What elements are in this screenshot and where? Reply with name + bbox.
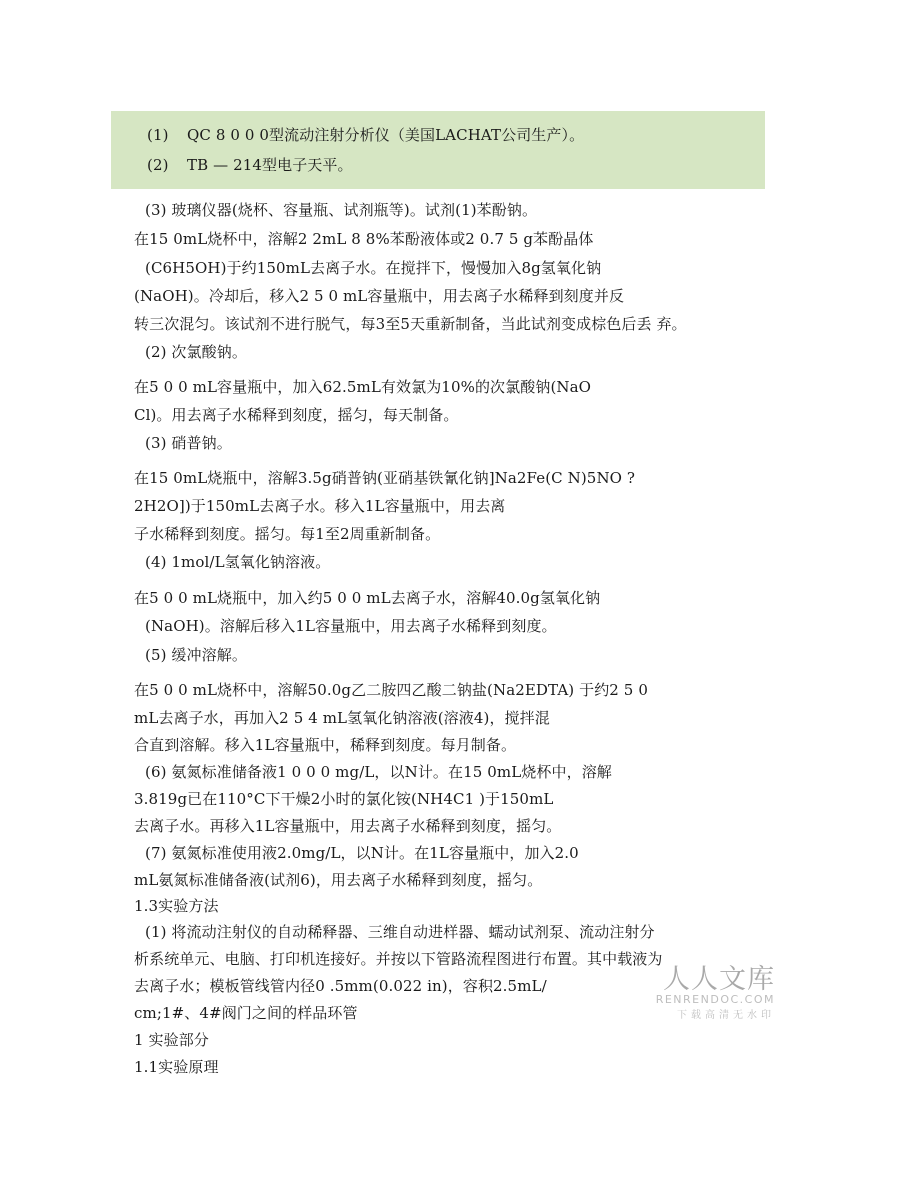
equipment-item-num: (2) (147, 156, 169, 174)
text-line: (C6H5OH)于约150mL去离子水。在搅拌下，慢慢加入8g氢氧化钠 (145, 259, 602, 277)
text-line: 在5 0 0 mL容量瓶中，加入62.5mL有效氯为10%的次氯酸钠(NaO (134, 378, 592, 396)
watermark-subtitle: 下载高清无水印 (677, 1010, 775, 1021)
text-line: 在15 0mL烧瓶中，溶解3.5g硝普钠(亚硝基铁氰化钠]Na2Fe(C N)5NO ? (134, 469, 636, 487)
section-heading: (4) 1mol/L氢氧化钠溶液。 (145, 553, 331, 571)
text-line: (1) 将流动注射仪的自动稀释器、三维自动进样器、蠕动试剂泵、流动注射分 (145, 923, 655, 941)
equipment-highlight-box (111, 111, 765, 189)
text-line: 去离子水。再移入1L容量瓶中，用去离子水稀释到刻度，摇匀。 (134, 817, 562, 835)
text-line: mL去离子水，再加入2 5 4 mL氢氧化钠溶液(溶液4)，搅拌混 (134, 709, 550, 727)
watermark (640, 965, 775, 1025)
equipment-item-num: (1) (147, 126, 169, 144)
text-line: cm;1#、4#阀门之间的样品环管 (134, 1004, 358, 1022)
equipment-item-text: TB — 214型电子天平。 (187, 156, 353, 174)
text-line: (7) 氨氮标准使用液2.0mg/L，以N计。在1L容量瓶中，加入2.0 (145, 844, 579, 862)
text-line: (6) 氨氮标准储备液1 0 0 0 mg/L，以N计。在15 0mL烧杯中，溶解 (145, 763, 612, 781)
text-line: 合直到溶解。移入1L容量瓶中，稀释到刻度。每月制备。 (134, 736, 517, 754)
text-line: 去离子水；模板管线管内径0 .5mm(0.022 in)，容积2.5mL/ (134, 977, 547, 995)
text-line: 子水稀释到刻度。摇匀。每1至2周重新制备。 (134, 525, 441, 543)
text-line: 析系统单元、电脑、打印机连接好。并按以下管路流程图进行布置。其中载液为 (134, 950, 663, 968)
equipment-item-text: QC 8 0 0 0型流动注射分析仪（美国LACHAT公司生产）。 (187, 126, 585, 144)
watermark-url: RENRENDOC.COM (655, 993, 775, 1006)
section-heading: (5) 缓冲溶解。 (145, 646, 247, 664)
text-line: 3.819g已在110°C下干燥2小时的氯化铵(NH4C1 )于150mL (134, 790, 554, 808)
section-heading: (3) 硝普钠。 (145, 434, 232, 452)
text-line: Cl)。用去离子水稀释到刻度，摇匀，每天制备。 (134, 406, 459, 424)
text-line: 2H2O])于150mL去离子水。移入1L容量瓶中，用去离 (134, 497, 506, 515)
text-line: (NaOH)。冷却后，移入2 5 0 mL容量瓶中，用去离子水稀释到刻度并反 (134, 287, 625, 305)
text-line: (3) 玻璃仪器(烧杯、容量瓶、试剂瓶等)。试剂(1)苯酚钠。 (145, 201, 538, 219)
text-line: 在15 0mL烧杯中，溶解2 2mL 8 8%苯酚液体或2 0.7 5 g苯酚晶体 (134, 230, 594, 248)
text-line: 转三次混匀。该试剂不进行脱气，每3至5天重新制备，当此试剂变成棕色后丢 弃。 (134, 315, 687, 333)
section-heading: 1 实验部分 (134, 1031, 209, 1049)
section-heading: 1.1实验原理 (134, 1058, 219, 1076)
watermark-title: 人人文库 (663, 964, 775, 995)
text-line: (NaOH)。溶解后移入1L容量瓶中，用去离子水稀释到刻度。 (145, 617, 557, 635)
text-line: 在5 0 0 mL烧杯中，溶解50.0g乙二胺四乙酸二钠盐(Na2EDTA) 于约2 5 0 (134, 681, 648, 699)
text-line: mL氨氮标准储备液(试剂6)，用去离子水稀释到刻度，摇匀。 (134, 871, 543, 889)
section-heading: (2) 次氯酸钠。 (145, 343, 247, 361)
section-heading: 1.3实验方法 (134, 897, 219, 915)
text-line: 在5 0 0 mL烧瓶中，加入约5 0 0 mL去离子水，溶解40.0g氢氧化钠 (134, 589, 601, 607)
